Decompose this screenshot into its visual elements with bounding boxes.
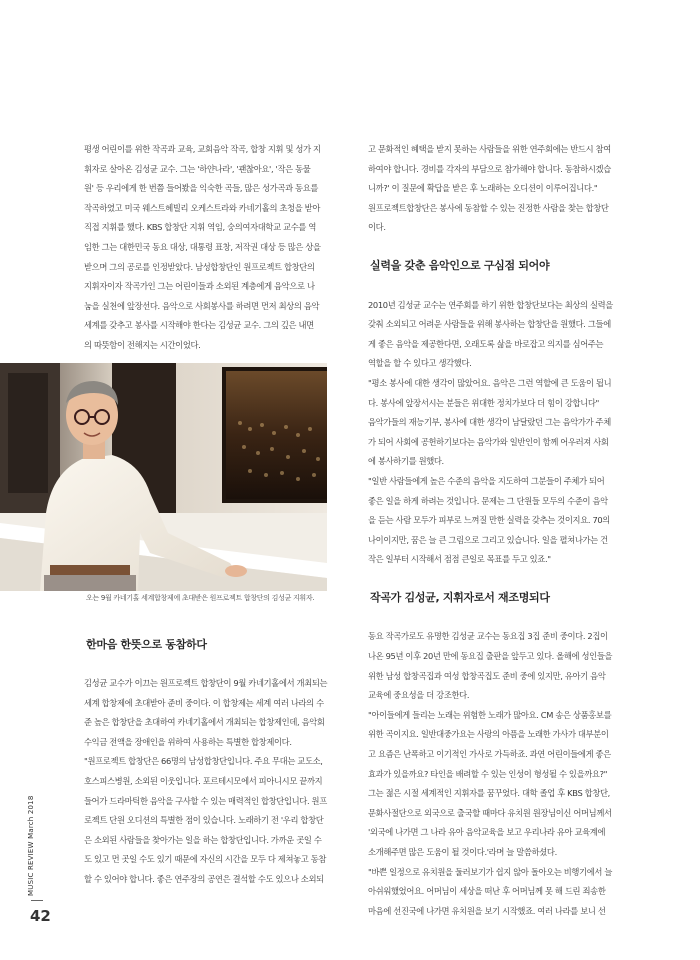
- body-text-line: 게 좋은 음악을 제공한다면, 오래도록 삶을 바로잡고 의지를 심어주는: [368, 338, 604, 349]
- body-text-line: 고 요즘은 난폭하고 이기적인 가사로 가득하죠. 과연 어린이들에게 좋은: [368, 749, 611, 760]
- body-text-line: 좋은 일을 하게 하려는 것입니다. 문제는 그 단원들 모두의 수준이 음악: [368, 495, 608, 506]
- body-text-line: 지휘자이자 작곡가인 그는 어린이들과 소외된 계층에게 음악으로 나: [84, 281, 315, 292]
- body-text-line: 은 소외된 사람들을 찾아가는 일을 하는 합창단입니다. 가까운 곳일 수: [84, 834, 322, 845]
- body-text-line: 효과가 있을까요? 타인을 배려할 수 있는 인성이 형성될 수 있을까요?": [368, 768, 608, 779]
- body-text-line: 문화사절단으로 외국으로 출국할 때마다 유치원 원장님이신 어머님께서: [368, 807, 612, 818]
- magazine-name-date: MUSIC REVIEW March 2018: [27, 795, 35, 896]
- body-text-line: 김성균 교수가 이끄는 원프로젝트 합창단이 9월 카네기홀에서 개최되는: [84, 678, 328, 688]
- body-text-line: 눔을 실천에 앞장선다. 음악으로 사회봉사를 하려면 먼저 최상의 음악: [84, 300, 320, 311]
- body-text-line: 니까?' 이 질문에 확답을 받은 후 노래하는 오디션이 이루어집니다.": [368, 183, 598, 194]
- body-text-line: 작은 일부터 시작해서 점점 큰일로 목표를 두고 있죠.": [368, 554, 551, 565]
- body-text-line: 음악가들의 재능기부, 봉사에 대한 생각이 남달랐던 그는 음악가가 주체: [368, 417, 611, 428]
- body-text-line: "원프로젝트 합창단은 66명의 남성합창단입니다. 주요 무대는 교도소,: [84, 756, 323, 767]
- body-text-line: 에 봉사하기를 원했다.: [368, 456, 444, 467]
- body-text-line: 도 있고 먼 곳일 수도 있기 때문에 자신의 시간을 모두 다 제쳐놓고 동참: [84, 854, 327, 865]
- body-text-line: 원프로젝트합창단은 봉사에 동참할 수 있는 진정한 사람을 찾는 합창단: [368, 202, 609, 213]
- body-text-line: "평소 봉사에 대한 생각이 많았어요. 음악은 그런 역할에 큰 도움이 됩니: [368, 377, 612, 388]
- body-text-line: '외국에 나가면 그 나라 유아 음악교육을 보고 우리나라 유아 교육계에: [368, 827, 606, 838]
- body-text-line: 세계 합창제에 초대받아 준비 중이다. 이 합창제는 세계 여러 나라의 수: [84, 697, 324, 708]
- body-text-line: 호스피스병원, 소외된 이웃입니다. 포르테시모에서 피아니시모 끝까지: [84, 775, 323, 786]
- body-text-line: 역할을 할 수 있다고 생각했다.: [368, 358, 472, 369]
- magazine-side-label: [27, 795, 37, 896]
- body-text-line: 휘자로 살아온 김성균 교수. 그는 '하얀나라', '괜찮아요', '작은 동물: [84, 163, 311, 174]
- body-text-line: 평생 어린이를 위한 작곡과 교육, 교회음악 작곡, 합창 지휘 및 성가 지: [84, 144, 321, 154]
- body-text-line: 이다.: [368, 222, 386, 233]
- left-column-intro: [84, 140, 334, 356]
- body-text-line: 받으며 그의 공로를 인정받았다. 남성합창단인 원프로젝트 합창단의: [84, 261, 315, 272]
- body-text-line: 다. 봉사에 앞장서시는 분들은 위대한 정치가보다 더 힘이 강합니다": [368, 397, 600, 408]
- body-text-line: 의 따뜻함이 전해지는 시간이었다.: [84, 339, 201, 350]
- body-text-line: 갖춰 소외되고 어려운 사람들을 위해 봉사하는 합창단을 원했다. 그들에: [368, 319, 611, 330]
- body-text-line: 그는 젊은 시절 세계적인 지휘자를 꿈꾸었다. 대학 졸업 후 KBS 합창단,: [368, 788, 610, 799]
- body-text-line: 들어가 드라마틱한 음악을 구사할 수 있는 매력적인 합창단입니다. 원프: [84, 795, 327, 806]
- body-text-line: 직접 지휘를 했다. KBS 합창단 지휘 역임, 숭의여자대학교 교수를 역: [84, 222, 316, 233]
- body-text-line: 아쉬워했었어요. 어머님이 세상을 떠난 후 어머님께 못 해 드린 죄송한: [368, 886, 606, 897]
- body-text-line: "일반 사람들에게 높은 수준의 음악을 지도하여 그분들이 주체가 되어: [368, 475, 605, 486]
- body-text-line: 임한 그는 대한민국 동요 대상, 대통령 표창, 저작권 대상 등 많은 상을: [84, 241, 321, 252]
- body-text-line: 마음에 선진국에 나가면 유치원을 보기 시작했죠. 여러 나라를 보니 선: [368, 905, 606, 916]
- left-column-body: [84, 674, 334, 890]
- body-text-line: "바쁜 일정으로 유치원을 둘러보기가 쉽지 않아 돌아오는 비행기에서 늘: [368, 866, 613, 877]
- body-text-line: 소개해주면 많은 도움이 될 것이다.'라며 늘 말씀하셨다.: [368, 847, 557, 857]
- body-text-line: 작곡하였고 미국 웨스트헤빌리 오케스트라와 카네기홀의 초청을 받아: [84, 202, 321, 213]
- body-text-line: 하여야 합니다. 경비를 각자의 부담으로 참가해야 합니다. 동참하시겠습: [368, 163, 611, 174]
- body-text-line: 원' 등 우리에게 한 번쯤 들어봤을 익숙한 곡들, 많은 성가곡과 동요를: [84, 183, 319, 194]
- right-column: [368, 140, 630, 921]
- body-text-line: 고 문화적인 혜택을 받지 못하는 사람들을 위한 연주회에는 반드시 참여: [368, 144, 611, 154]
- body-text-line: 가 되어 사회에 공헌하기보다는 음악가와 일반인이 함께 어우러져 사회: [368, 436, 609, 447]
- body-text-line: 나이이지만, 꿈은 늘 큰 그림으로 그리고 있습니다. 일을 펼쳐나가는 건: [368, 534, 608, 545]
- body-text-line: "아이들에게 들리는 노래는 위험한 노래가 많아요. CM 송은 상품홍보를: [368, 709, 612, 720]
- photo-caption: 오는 9월 카네기홀 세계합창제에 초대받은 원프로젝트 합창단의 김성균 지휘자.: [86, 594, 315, 602]
- body-text-line: 위한 남성 합창곡집과 여성 합창곡집도 준비 중에 있지만, 유아기 음악: [368, 670, 606, 681]
- body-text-line: 위한 곡이지요. 일반대중가요는 사랑의 아픔을 노래한 가사가 대부분이: [368, 729, 609, 740]
- section-heading-composer: 작곡가 김성균, 지휘자로서 재조명되다: [370, 590, 550, 604]
- body-text-line: 나온 95년 이후 20년 만에 동요집 출판을 앞두고 있다. 올해에 성인들을: [368, 651, 613, 662]
- section-heading-skill: 실력을 갖춘 음악인으로 구심점 되어야: [370, 258, 550, 272]
- body-text-line: 로젝트 단원 오디션의 특별한 점이 있습니다. 노래하기 전 '우리 합창단: [84, 815, 324, 826]
- section-heading-together: 한마음 한뜻으로 동참하다: [86, 638, 207, 651]
- body-text-line: 할 수 있어야 합니다. 좋은 연주장의 공연은 결석할 수도 있으나 소외되: [84, 873, 324, 884]
- body-text-line: 을 듣는 사람 모두가 피부로 느껴질 만한 실력을 갖추는 것이지요. 70의: [368, 515, 610, 526]
- body-text-line: 준 높은 합창단을 초대하여 카네기홀에서 개최되는 합창제인데, 음악회: [84, 717, 325, 728]
- body-text-line: 수익금 전액을 장애인을 위하여 사용하는 특별한 합창제이다.: [84, 736, 292, 747]
- body-text-line: 세계를 갖추고 봉사를 시작해야 한다는 김성균 교수. 그의 깊은 내면: [84, 320, 314, 331]
- page-number-rule: [31, 900, 43, 901]
- page-number: 42: [30, 907, 51, 925]
- conductor-photo: [0, 363, 327, 591]
- body-text-line: 2010년 김성균 교수는 연주회를 하기 위한 합창단보다는 최상의 실력을: [368, 299, 613, 310]
- body-text-line: 교육에 중요성을 더 강조한다.: [368, 690, 470, 701]
- body-text-line: 동요 작곡가로도 유명한 김성균 교수는 동요집 3집 준비 중이다. 2집이: [368, 631, 608, 642]
